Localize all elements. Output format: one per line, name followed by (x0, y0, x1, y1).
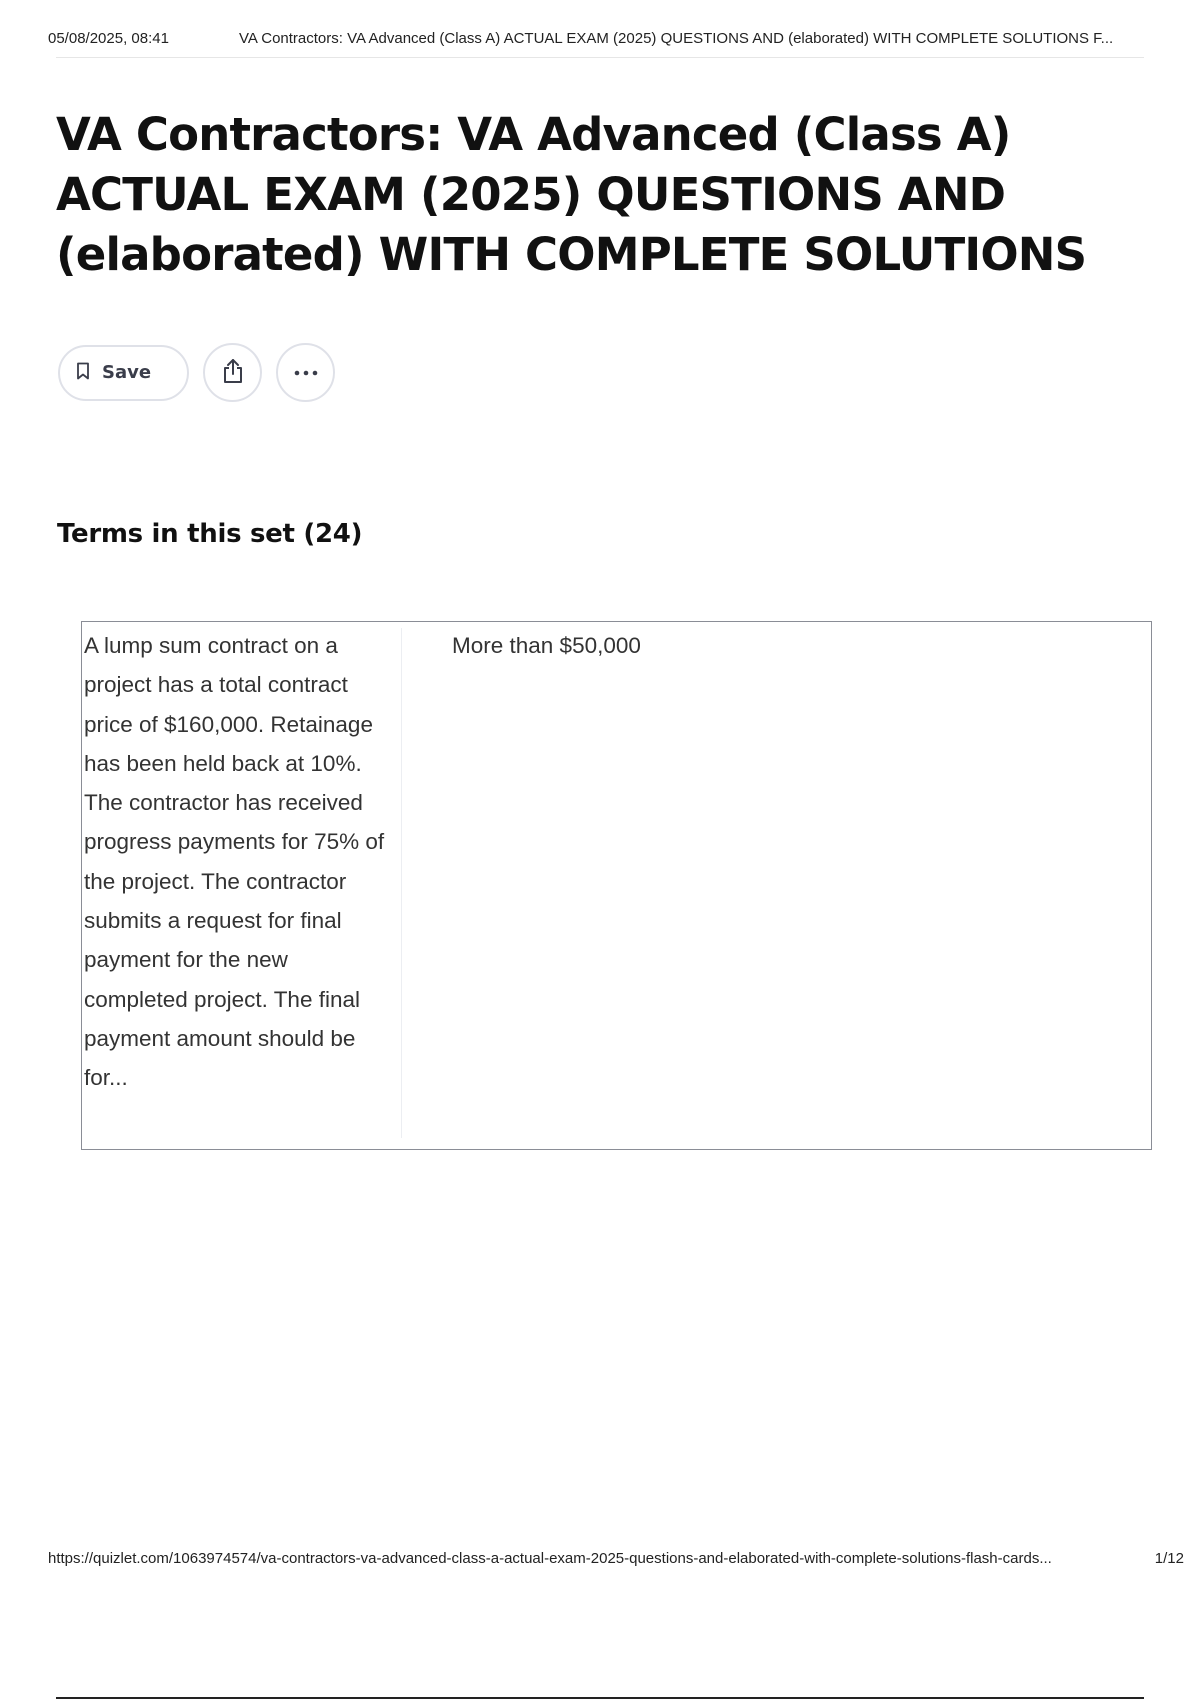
definition-text: More than $50,000 (452, 633, 641, 658)
page-number: 1/12 (1154, 1550, 1184, 1567)
terms-section-title: Terms in this set (24) (57, 519, 363, 549)
term-text: A lump sum contract on a project has a total contract price of $160,000. Retainage has been held back at 10%. The contractor has received progress payments for 75% of the project. The contractor submits a request for final payment for the new completed project. The final payment amount should be for... (84, 633, 385, 1091)
term-divider (401, 628, 402, 1138)
print-document-title: VA Contractors: VA Advanced (Class A) ACTUAL EXAM (2025) QUESTIONS AND (elaborated) WITH COMPLETE SOLUTIONS F... (239, 30, 1114, 47)
more-options-button[interactable] (276, 343, 335, 402)
share-icon (220, 357, 246, 388)
bookmark-icon (74, 361, 92, 384)
print-url: https://quizlet.com/1063974574/va-contractors-va-advanced-class-a-actual-exam-2025-questions-and-elaborated-with-complete-solutions-flash-cards... (48, 1550, 1052, 1567)
term-card (81, 621, 1152, 1150)
print-footer (48, 1550, 1184, 1567)
header-divider (56, 57, 1144, 58)
print-date: 05/08/2025, 08:41 (48, 30, 169, 47)
save-button[interactable] (58, 345, 189, 401)
more-icon (293, 365, 319, 380)
share-button[interactable] (203, 343, 262, 402)
save-button-label: Save (102, 362, 152, 383)
print-header (48, 30, 1178, 47)
set-actions-toolbar (58, 343, 335, 402)
page-bottom-rule (56, 1697, 1144, 1699)
page-title: VA Contractors: VA Advanced (Class A) ACTUAL EXAM (2025) QUESTIONS AND (elaborated) WITH COMPLETE SOLUTIONS (56, 108, 1087, 281)
